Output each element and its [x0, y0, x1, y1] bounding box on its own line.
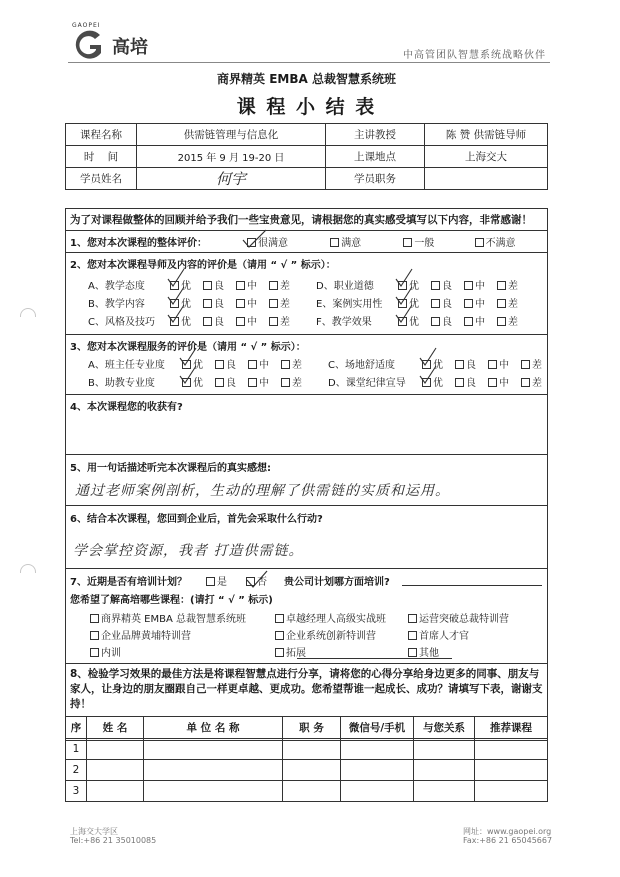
q6-label: 6、结合本次课程，您回到企业后，首先会采取什么行动?: [70, 514, 323, 525]
q4-label: 4、本次课程您的收获有?: [70, 402, 183, 413]
course-option-label: 运营突破总裁特训营: [419, 614, 509, 625]
rating-option-1[interactable]: [431, 313, 452, 328]
header-divider: [68, 62, 550, 63]
checkbox[interactable]: [464, 317, 473, 326]
grade-label: 中: [475, 281, 485, 292]
checkbox[interactable]: [248, 360, 257, 369]
grade-label: 差: [532, 378, 542, 389]
table-cell[interactable]: [341, 739, 414, 760]
checkmark-icon: [166, 304, 186, 324]
grade-label: 中: [259, 378, 269, 389]
checkmark-icon: [178, 365, 198, 385]
checkbox[interactable]: [431, 281, 440, 290]
course-option[interactable]: [408, 644, 439, 659]
q2-divider: [65, 252, 548, 253]
rating-option-2[interactable]: [488, 374, 509, 389]
gaopei-logo-icon: [70, 28, 110, 62]
rating-option-2[interactable]: [248, 374, 269, 389]
grade-label: 中: [499, 378, 509, 389]
checkbox[interactable]: [497, 281, 506, 290]
q3-divider: [65, 334, 548, 335]
grade-label: 中: [247, 299, 257, 310]
course-option-label: 卓越经理人高级实战班: [286, 614, 386, 625]
q6-divider: [65, 505, 548, 506]
rating-item-label: B、教学内容: [88, 299, 145, 310]
checkbox[interactable]: [464, 281, 473, 290]
checkbox[interactable]: [236, 281, 245, 290]
course-option[interactable]: [408, 610, 509, 625]
referral-table: [65, 716, 548, 802]
grade-label: 良: [466, 360, 476, 371]
checkbox[interactable]: [455, 378, 464, 387]
course-option-label: 内训: [101, 648, 121, 659]
course-option-label: 商界精英 EMBA 总裁智慧系统班: [101, 614, 247, 625]
table-cell[interactable]: [144, 739, 283, 760]
checkbox[interactable]: [215, 378, 224, 387]
checkbox[interactable]: [281, 378, 290, 387]
table-header-cell: 微信号/手机: [341, 717, 414, 739]
grade-label: 良: [442, 281, 452, 292]
position-label: 学员职务: [326, 168, 425, 190]
checkbox[interactable]: [203, 317, 212, 326]
q7-option-yes[interactable]: 是: [206, 573, 227, 588]
rating-item-label: A、教学态度: [88, 281, 145, 292]
checkbox[interactable]: [431, 317, 440, 326]
q1-option-very-satisfied[interactable]: 很满意: [247, 234, 327, 249]
rating-item-label: C、风格及技巧: [88, 317, 155, 328]
rating-option-2[interactable]: [236, 277, 257, 292]
q1-divider: [65, 230, 548, 231]
checkbox[interactable]: [464, 299, 473, 308]
grade-label: 中: [259, 360, 269, 371]
course-option[interactable]: [275, 644, 306, 659]
grade-label: 良: [214, 281, 224, 292]
q7-other-line[interactable]: [297, 658, 452, 659]
table-cell[interactable]: [414, 781, 475, 802]
table-cell[interactable]: [283, 739, 341, 760]
checkbox[interactable]: [497, 299, 506, 308]
q6-answer[interactable]: 学会掌控资源，我者 打造供需链。: [73, 543, 304, 559]
checkbox[interactable]: [248, 378, 257, 387]
table-cell[interactable]: [475, 781, 548, 802]
logo-small-text: GAOPEI: [72, 22, 101, 29]
rating-option-3[interactable]: [269, 277, 290, 292]
q3-label: 3、您对本次课程服务的评价是（请用 “ √ ” 标示）：: [70, 342, 306, 353]
footer-fax: Fax:+86 21 65045667: [463, 836, 553, 845]
rating-option-1[interactable]: [431, 295, 452, 310]
course-option[interactable]: [90, 610, 246, 625]
rating-option-2[interactable]: [464, 313, 485, 328]
row-number: 3: [66, 781, 87, 802]
checkbox[interactable]: [203, 281, 212, 290]
name-value[interactable]: 何宇: [137, 168, 326, 190]
program-title: 商界精英 EMBA 总裁智慧系统班: [217, 72, 396, 86]
course-label: 课程名称: [66, 124, 137, 146]
grade-label: 差: [280, 317, 290, 328]
rating-option-3[interactable]: [497, 277, 518, 292]
q7-dept-answer-line[interactable]: [402, 585, 542, 586]
footer-address: 上海交大学区: [70, 827, 118, 836]
checkbox[interactable]: [408, 614, 417, 623]
row-number: 2: [66, 760, 87, 781]
checkmark-icon: [178, 347, 198, 367]
rating-item-label: C、场地舒适度: [328, 360, 395, 371]
punch-hole-top: [20, 308, 36, 317]
lecturer-label: 主讲教授: [326, 124, 425, 146]
rating-option-1[interactable]: [215, 374, 236, 389]
course-option[interactable]: [90, 644, 121, 659]
q7-courses-label: 您希望了解高培哪些课程：(请打 “ √ ” 标示): [70, 595, 273, 606]
brand-tagline: 中高管团队智慧系统战略伙伴: [403, 50, 546, 61]
grade-label: 优: [409, 299, 419, 310]
grade-label: 良: [214, 317, 224, 328]
checkbox[interactable]: [215, 360, 224, 369]
grade-label: 差: [508, 317, 518, 328]
checkbox[interactable]: [236, 299, 245, 308]
rating-option-3[interactable]: [269, 295, 290, 310]
rating-option-2[interactable]: [464, 295, 485, 310]
position-value[interactable]: [425, 168, 548, 190]
grade-label: 良: [226, 360, 236, 371]
grade-label: 差: [292, 378, 302, 389]
table-cell[interactable]: [144, 760, 283, 781]
rating-option-2[interactable]: [236, 295, 257, 310]
rating-option-1[interactable]: [203, 295, 224, 310]
page-title: 课 程 小 结 表: [236, 96, 377, 118]
rating-option-2[interactable]: [236, 313, 257, 328]
rating-option-1[interactable]: [455, 374, 476, 389]
checkbox[interactable]: [521, 360, 530, 369]
course-option[interactable]: [275, 627, 376, 642]
grade-label: 优: [193, 360, 203, 371]
grade-label: 优: [181, 299, 191, 310]
checkmark-icon: [394, 304, 414, 324]
grade-label: 优: [409, 317, 419, 328]
checkbox[interactable]: [90, 648, 99, 657]
course-option[interactable]: [90, 627, 191, 642]
checkbox[interactable]: [269, 317, 278, 326]
grade-label: 良: [442, 299, 452, 310]
checkbox[interactable]: [488, 378, 497, 387]
rating-option-1[interactable]: [215, 356, 236, 371]
table-cell[interactable]: [341, 781, 414, 802]
grade-label: 中: [475, 299, 485, 310]
table-cell[interactable]: [414, 739, 475, 760]
q1-option-unsatisfied[interactable]: 不满意: [475, 234, 516, 249]
grade-label: 良: [442, 317, 452, 328]
q5-label: 5、用一句话描述听完本次课程后的真实感想:: [70, 463, 271, 474]
checkmark-icon: [418, 365, 438, 385]
table-cell[interactable]: [414, 760, 475, 781]
intro-text: 为了对课程做整体的回顾并给予我们一些宝贵意见，请根据您的真实感受填写以下内容，非常感谢！: [70, 214, 532, 226]
grade-label: 中: [499, 360, 509, 371]
checkbox[interactable]: [497, 317, 506, 326]
rating-item-label: D、课堂纪律宣导: [328, 378, 406, 389]
grade-label: 优: [409, 281, 419, 292]
q7-dept-question: 贵公司计划哪方面培训?: [284, 577, 390, 588]
table-cell[interactable]: [87, 739, 144, 760]
checkbox[interactable]: [455, 360, 464, 369]
checkbox[interactable]: [236, 317, 245, 326]
table-cell[interactable]: [475, 760, 548, 781]
row-number: 1: [66, 739, 87, 760]
checkbox[interactable]: [475, 238, 484, 247]
q8-divider: [65, 663, 548, 664]
course-option-label: 企业系统创新特训营: [286, 631, 376, 642]
rating-option-1[interactable]: [203, 313, 224, 328]
q2-label: 2、您对本次课程导师及内容的评价是（请用 “ √ ” 标示）：: [70, 260, 336, 271]
checkmark-icon: [394, 286, 414, 306]
course-option[interactable]: [408, 627, 469, 642]
logo-text: 高培: [112, 37, 148, 58]
rating-item-label: B、助教专业度: [88, 378, 155, 389]
grade-label: 中: [247, 317, 257, 328]
rating-option-3[interactable]: [521, 356, 542, 371]
q1-checkmark-icon: [240, 228, 270, 250]
table-row: [66, 739, 548, 760]
footer-website[interactable]: 网址：www.gaopei.org: [463, 827, 552, 836]
q4-divider: [65, 394, 548, 395]
checkbox[interactable]: [269, 299, 278, 308]
rating-item-label: E、案例实用性: [316, 299, 383, 310]
table-cell[interactable]: [144, 781, 283, 802]
checkbox[interactable]: [488, 360, 497, 369]
table-row: [66, 760, 548, 781]
checkbox[interactable]: [203, 299, 212, 308]
grade-label: 良: [214, 299, 224, 310]
grade-label: 优: [181, 281, 191, 292]
table-cell[interactable]: [475, 739, 548, 760]
grade-label: 差: [292, 360, 302, 371]
table-header-cell: 序: [66, 717, 87, 739]
grade-label: 差: [532, 360, 542, 371]
course-info-table: [65, 123, 548, 190]
table-cell[interactable]: [283, 760, 341, 781]
checkbox[interactable]: [90, 614, 99, 623]
rating-item-label: D、职业道德: [316, 281, 374, 292]
course-value: 供需链管理与信息化: [137, 124, 326, 146]
q1-option-average[interactable]: 一般: [403, 234, 471, 249]
grade-label: 差: [280, 299, 290, 310]
checkbox[interactable]: [408, 631, 417, 640]
grade-label: 良: [466, 378, 476, 389]
checkbox[interactable]: [408, 648, 417, 657]
q7-checkmark-icon: [244, 568, 270, 590]
grade-label: 优: [433, 360, 443, 371]
grade-label: 优: [433, 378, 443, 389]
rating-option-1[interactable]: [455, 356, 476, 371]
table-row: [66, 781, 548, 802]
table-cell[interactable]: [283, 781, 341, 802]
rating-item-label: A、班主任专业度: [88, 360, 165, 371]
checkbox[interactable]: [431, 299, 440, 308]
punch-hole-bottom: [20, 564, 36, 573]
rating-item-label: F、教学效果: [316, 317, 372, 328]
table-header-cell: 单 位 名 称: [144, 717, 283, 739]
q1-option-satisfied[interactable]: 满意: [330, 234, 400, 249]
rating-option-1[interactable]: [431, 277, 452, 292]
checkbox[interactable]: [206, 577, 215, 586]
time-value: 2015 年 9 月 19-20 日: [137, 146, 326, 168]
table-header-cell: 职 务: [283, 717, 341, 739]
rating-option-3[interactable]: [269, 313, 290, 328]
rating-option-3[interactable]: [281, 374, 302, 389]
rating-option-2[interactable]: [464, 277, 485, 292]
grade-label: 优: [181, 317, 191, 328]
place-label: 上课地点: [326, 146, 425, 168]
checkbox[interactable]: [403, 238, 412, 247]
checkbox[interactable]: [275, 648, 284, 657]
checkbox[interactable]: [281, 360, 290, 369]
q1-options: [247, 234, 516, 249]
rating-option-3[interactable]: [497, 313, 518, 328]
name-label: 学员姓名: [66, 168, 137, 190]
grade-label: 中: [247, 281, 257, 292]
q8-label: 8、检验学习效果的最佳方法是将课程智慧点进行分享，请将您的心得分享给身边更多的同事、朋友与家人，让身边的朋友圈跟自己一样更卓越、更成功。您希望帮谁一起成长、成功？请填写下表，谢谢支持！: [70, 668, 543, 710]
checkbox[interactable]: [275, 614, 284, 623]
grade-label: 差: [508, 281, 518, 292]
course-option-label: 企业品牌黄埔特训营: [101, 631, 191, 642]
rating-option-3[interactable]: [497, 295, 518, 310]
checkmark-icon: [394, 268, 414, 288]
lecturer-value: 陈 赞 供需链导师: [425, 124, 548, 146]
course-option[interactable]: [275, 610, 386, 625]
grade-label: 良: [226, 378, 236, 389]
course-option-label: 首席人才官: [419, 631, 469, 642]
table-header-cell: 姓 名: [87, 717, 144, 739]
rating-option-2[interactable]: [488, 356, 509, 371]
checkmark-icon: [166, 268, 186, 288]
checkmark-icon: [418, 347, 438, 367]
place-value: 上海交大: [425, 146, 548, 168]
q1-label: 1、您对本次课程的整体评价：: [70, 238, 207, 249]
grade-label: 优: [193, 378, 203, 389]
course-option-label: 拓展: [286, 648, 306, 659]
course-option-label: 其他: [419, 648, 439, 659]
checkbox[interactable]: [330, 238, 339, 247]
rating-option-3[interactable]: [521, 374, 542, 389]
q7-divider: [65, 568, 548, 569]
checkbox[interactable]: [90, 631, 99, 640]
checkbox[interactable]: [269, 281, 278, 290]
table-cell[interactable]: [341, 760, 414, 781]
grade-label: 差: [508, 299, 518, 310]
checkmark-icon: [166, 286, 186, 306]
time-label: 时 间: [66, 146, 137, 168]
rating-option-2[interactable]: [248, 356, 269, 371]
grade-label: 差: [280, 281, 290, 292]
rating-option-3[interactable]: [281, 356, 302, 371]
table-cell[interactable]: [87, 760, 144, 781]
checkbox[interactable]: [521, 378, 530, 387]
grade-label: 中: [475, 317, 485, 328]
table-header-cell: 推荐课程: [475, 717, 548, 739]
checkbox[interactable]: [275, 631, 284, 640]
footer-tel: Tel:+86 21 35010085: [70, 836, 157, 845]
table-cell[interactable]: [87, 781, 144, 802]
q7-option-no[interactable]: 否: [246, 573, 267, 588]
q5-divider: [65, 454, 548, 455]
q7-label: 7、近期是否有培训计划？: [70, 577, 187, 588]
table-header-cell: 与您关系: [414, 717, 475, 739]
rating-option-1[interactable]: [203, 277, 224, 292]
q5-answer[interactable]: 通过老师案例剖析，生动的理解了供需链的实质和运用。: [75, 483, 450, 499]
